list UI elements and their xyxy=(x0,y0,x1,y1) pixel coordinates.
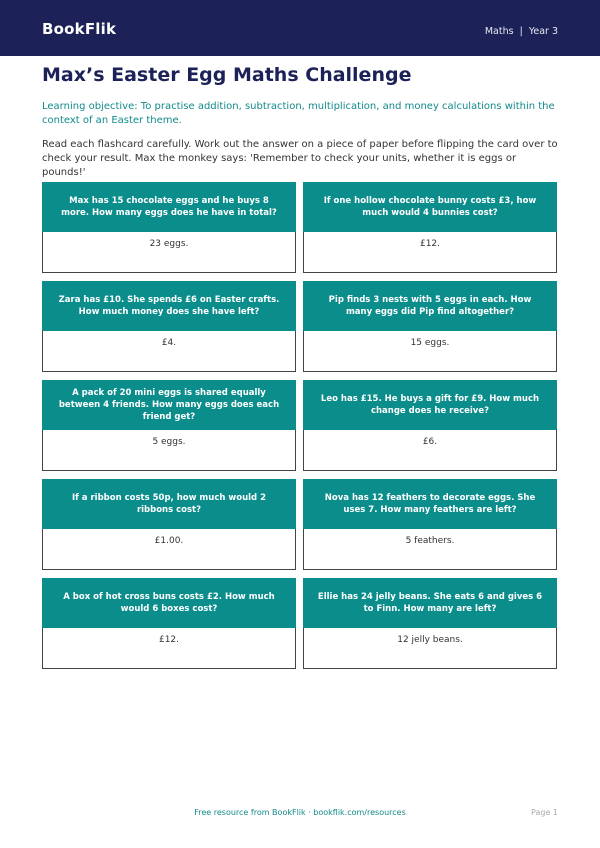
learning-objective: Learning objective: To practise addition, subtraction, multiplication, and money calculations within the context of an Easter theme. xyxy=(42,101,555,126)
flashcard[interactable] xyxy=(42,578,296,669)
flashcard-question: A pack of 20 mini eggs is shared equally between 4 friends. How many eggs does each friend get? xyxy=(42,380,296,430)
flashcard-answer: £12. xyxy=(42,628,296,669)
flashcard[interactable] xyxy=(303,182,557,273)
flashcard-answer: £4. xyxy=(42,331,296,372)
flashcard-question: If a ribbon costs 50p, how much would 2 ribbons cost? xyxy=(42,479,296,529)
flashcard-grid xyxy=(42,182,557,669)
flashcard-answer: £1.00. xyxy=(42,529,296,570)
flashcard[interactable] xyxy=(303,578,557,669)
flashcard-answer: £6. xyxy=(303,430,557,471)
flashcard-question: Ellie has 24 jelly beans. She eats 6 and gives 6 to Finn. How many are left? xyxy=(303,578,557,628)
flashcard-question: Nova has 12 feathers to decorate eggs. She uses 7. How many feathers are left? xyxy=(303,479,557,529)
flashcard[interactable] xyxy=(42,281,296,372)
flashcard-question: Zara has £10. She spends £6 on Easter crafts. How much money does she have left? xyxy=(42,281,296,331)
flashcard-answer: 15 eggs. xyxy=(303,331,557,372)
subject-year-label: Maths | Year 3 xyxy=(484,26,558,37)
flashcard-question: Pip finds 3 nests with 5 eggs in each. How many eggs did Pip find altogether? xyxy=(303,281,557,331)
flashcard[interactable] xyxy=(42,380,296,471)
flashcard[interactable] xyxy=(42,479,296,570)
flashcard-answer: 12 jelly beans. xyxy=(303,628,557,669)
flashcard-question: Max has 15 chocolate eggs and he buys 8 more. How many eggs does he have in total? xyxy=(42,182,296,232)
footer-resource-link[interactable]: Free resource from BookFlik · bookflik.com/resources xyxy=(194,808,406,817)
flashcard[interactable] xyxy=(303,281,557,372)
flashcard[interactable] xyxy=(42,182,296,273)
page-title: Max’s Easter Egg Maths Challenge xyxy=(42,64,412,86)
instructions-text: Read each flashcard carefully. Work out the answer on a piece of paper before flipping the card over to check your result. Max the monkey says: 'Remember to check your units, whether it is eggs or pounds!' xyxy=(42,139,558,178)
flashcard-question: A box of hot cross buns costs £2. How much would 6 boxes cost? xyxy=(42,578,296,628)
page-number: Page 1 xyxy=(531,808,558,817)
flashcard[interactable] xyxy=(303,380,557,471)
flashcard[interactable] xyxy=(303,479,557,570)
flashcard-answer: 5 eggs. xyxy=(42,430,296,471)
flashcard-answer: 23 eggs. xyxy=(42,232,296,273)
brand-logo[interactable]: BookFlik xyxy=(42,20,117,38)
flashcard-answer: £12. xyxy=(303,232,557,273)
flashcard-question: If one hollow chocolate bunny costs £3, how much would 4 bunnies cost? xyxy=(303,182,557,232)
flashcard-answer: 5 feathers. xyxy=(303,529,557,570)
flashcard-question: Leo has £15. He buys a gift for £9. How much change does he receive? xyxy=(303,380,557,430)
header-bar xyxy=(0,0,600,56)
